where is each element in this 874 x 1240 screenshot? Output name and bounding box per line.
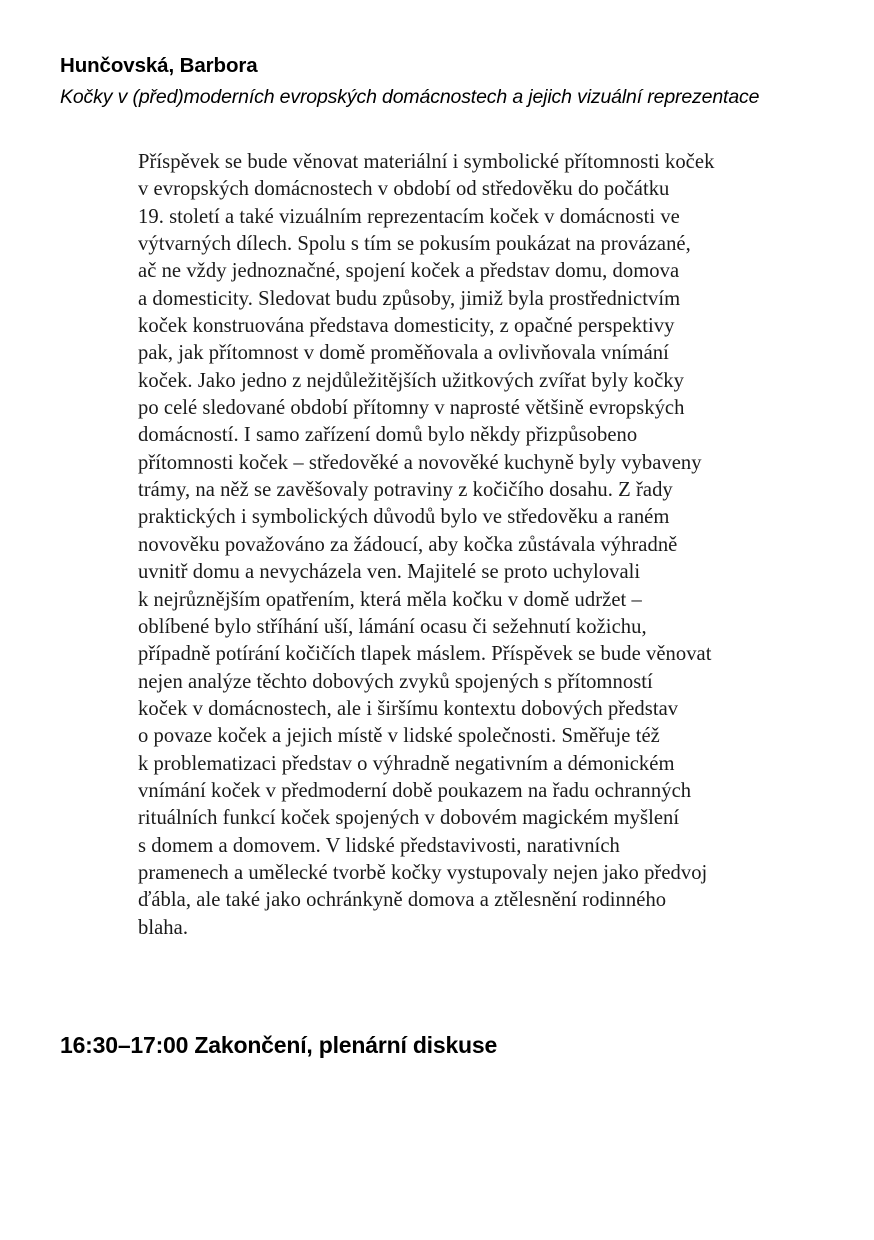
abstract-line: koček v domácnostech, ale i širšímu kontextu dobových představ — [138, 697, 679, 720]
abstract-line: praktických i symbolických důvodů bylo ve středověku a raném — [138, 506, 670, 529]
abstract-line: k problematizaci představ o výhradně negativním a démonickém — [138, 752, 675, 775]
paper-title: Kočky v (před)moderních evropských domácnostech a jejich vizuální reprezentace — [60, 86, 760, 108]
abstract-line: výtvarných dílech. Spolu s tím se pokusím poukázat na provázané, — [138, 233, 691, 256]
abstract-line: pak, jak přítomnost v domě proměňovala a ovlivňovala vnímání — [138, 342, 669, 365]
abstract-line: blaha. — [138, 916, 189, 939]
abstract-line: s domem a domovem. V lidské představivosti, narativních — [138, 834, 620, 857]
abstract-line: nejen analýze těchto dobových zvyků spojených s přítomností — [138, 670, 653, 693]
abstract-line: koček konstruována představa domesticity, z opačné perspektivy — [138, 315, 675, 338]
author-name: Hunčovská, Barbora — [60, 54, 258, 77]
abstract-text — [138, 149, 838, 942]
abstract-line: přítomnosti koček – středověké a novověké kuchyně byly vybaveny — [138, 451, 702, 474]
abstract-line: po celé sledované období přítomny v naprosté většině evropských — [138, 397, 685, 420]
abstract-line: rituálních funkcí koček spojených v dobovém magickém myšlení — [138, 807, 680, 830]
abstract-line: oblíbené bylo stříhání uší, lámání ocasu či sežehnutí kožichu, — [138, 615, 647, 638]
abstract-line: pramenech a umělecké tvorbě kočky vystupovaly nejen jako předvoj — [138, 861, 708, 884]
schedule-heading: 16:30–17:00 Zakončení, plenární diskuse — [60, 1032, 498, 1058]
abstract-line: o povaze koček a jejich místě v lidské společnosti. Směřuje též — [138, 725, 660, 748]
abstract-line: novověku považováno za žádoucí, aby kočka zůstávala výhradně — [138, 533, 678, 556]
abstract-line: ďábla, ale také jako ochránkyně domova a ztělesnění rodinného — [138, 889, 667, 912]
abstract-line: Příspěvek se bude věnovat materiální i symbolické přítomnosti koček — [138, 151, 715, 173]
abstract-line: a domesticity. Sledovat budu způsoby, jimiž byla prostřednictvím — [138, 287, 681, 310]
abstract-line: trámy, na něž se zavěšovaly potraviny z kočičího dosahu. Z řady — [138, 479, 673, 502]
abstract-line: případně potírání kočičích tlapek máslem. Příspěvek se bude věnovat — [138, 643, 712, 666]
abstract-line: vnímání koček v předmoderní době poukazem na řadu ochranných — [138, 779, 692, 802]
abstract-line: k nejrůznějším opatřením, která měla kočku v domě udržet – — [138, 588, 642, 611]
abstract-line: v evropských domácnostech v období od středověku do počátku — [138, 178, 670, 201]
abstract-line: ač ne vždy jednoznačné, spojení koček a představ domu, domova — [138, 260, 680, 283]
abstract-line: 19. století a také vizuálním reprezentacím koček v domácnosti ve — [138, 205, 680, 228]
abstract-line: uvnitř domu a nevycházela ven. Majitelé se proto uchylovali — [138, 561, 641, 584]
abstract-line: koček. Jako jedno z nejdůležitějších užitkových zvířat byly kočky — [138, 369, 684, 392]
abstract-line: domácností. I samo zařízení domů bylo někdy přizpůsobeno — [138, 424, 638, 447]
